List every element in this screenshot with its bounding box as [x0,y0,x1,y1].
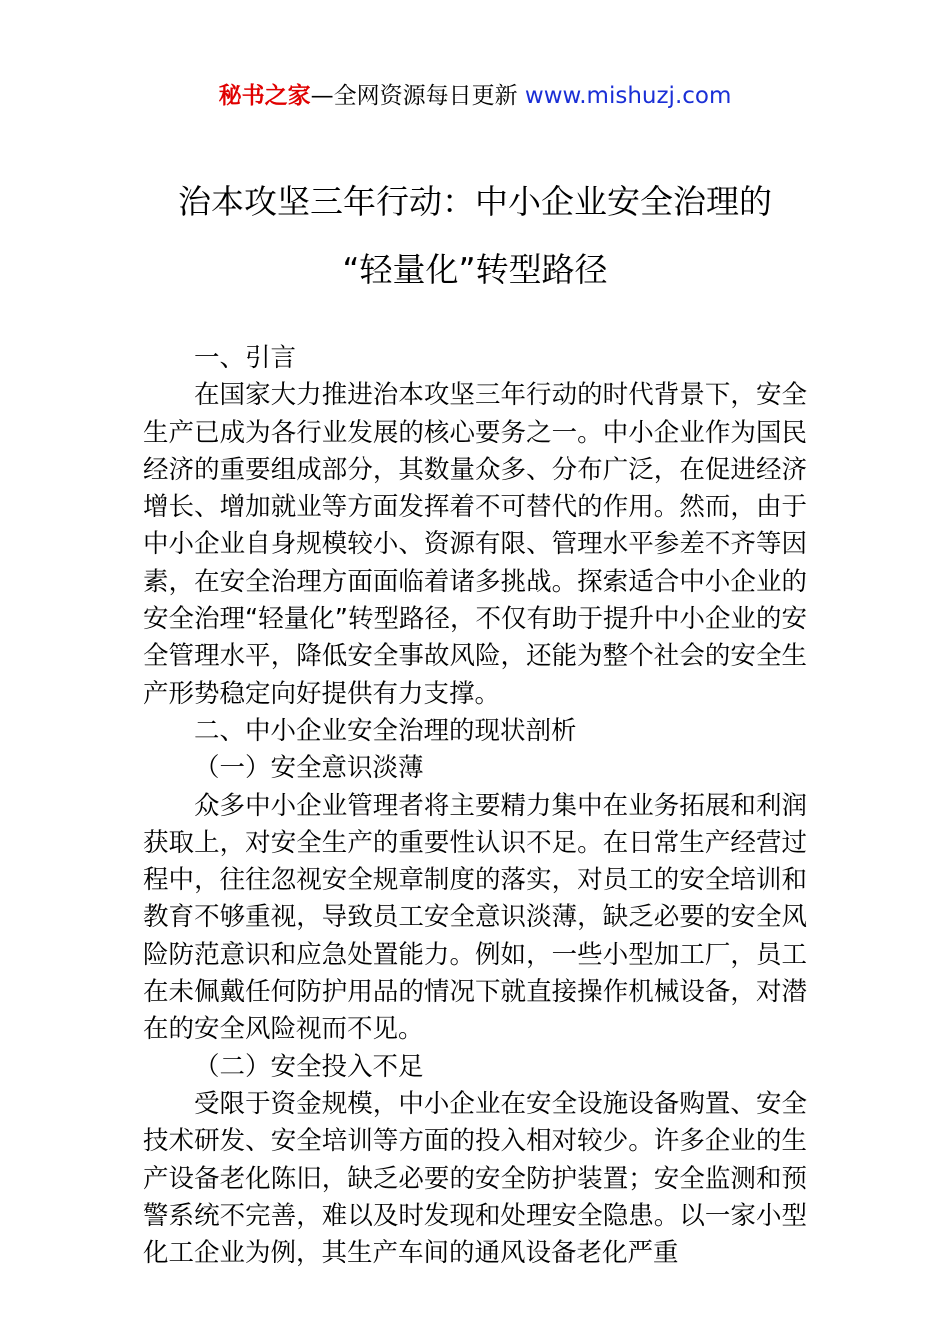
document-body [143,340,807,1272]
site-header [0,80,950,112]
site-brand: 秘书之家 [218,83,311,109]
section-heading-status: 二、中小企业安全治理的现状剖析 [194,715,577,746]
paragraph-awareness: 众多中小企业管理者将主要精力集中在业务拓展和利润获取上，对安全生产的重要性认识不足。在日常生产经营过程中，往往忽视安全规章制度的落实，对员工的安全培训和教育不够重视，导致员工安全意识淡薄，缺乏必要的安全风险防范意识和应急处置能力。例如，一些小型加工厂，员工在未佩戴任何防护用品的情况下就直接操作机械设备，对潜在的安全风险视而不见。 [143,790,807,1045]
subsection-heading-awareness: （一）安全意识淡薄 [194,753,424,784]
site-tagline: —全网资源每日更新 [310,83,518,109]
document-title-line-2: “轻量化”转型路径 [342,250,608,289]
subsection-heading-investment: （二）安全投入不足 [194,1051,424,1082]
document-title-line-1: 治本攻坚三年行动：中小企业安全治理的 [178,182,772,221]
section-heading-intro: 一、引言 [194,343,297,373]
paragraph-intro: 在国家大力推进治本攻坚三年行动的时代背景下，安全生产已成为各行业发展的核心要务之一。中小企业作为国民经济的重要组成部分，其数量众多、分布广泛，在促进经济增长、增加就业等方面发挥着不可替代的作用。然而，由于中小企业自身规模较小、资源有限、管理水平参差不齐等因素，在安全治理方面面临着诸多挑战。探索适合中小企业的安全治理“轻量化”转型路径，不仅有助于提升中小企业的安全管理水平，降低安全事故风险，还能为整个社会的安全生产形势稳定向好提供有力支撑。 [143,380,807,709]
site-url-link[interactable]: www.mishuzj.com [524,83,732,109]
paragraph-investment: 受限于资金规模，中小企业在安全设施设备购置、安全技术研发、安全培训等方面的投入相对较少。许多企业的生产设备老化陈旧，缺乏必要的安全防护装置；安全监测和预警系统不完善，难以及时发现和处理安全隐患。以一家小型化工企业为例，其生产车间的通风设备老化严重 [143,1088,807,1269]
